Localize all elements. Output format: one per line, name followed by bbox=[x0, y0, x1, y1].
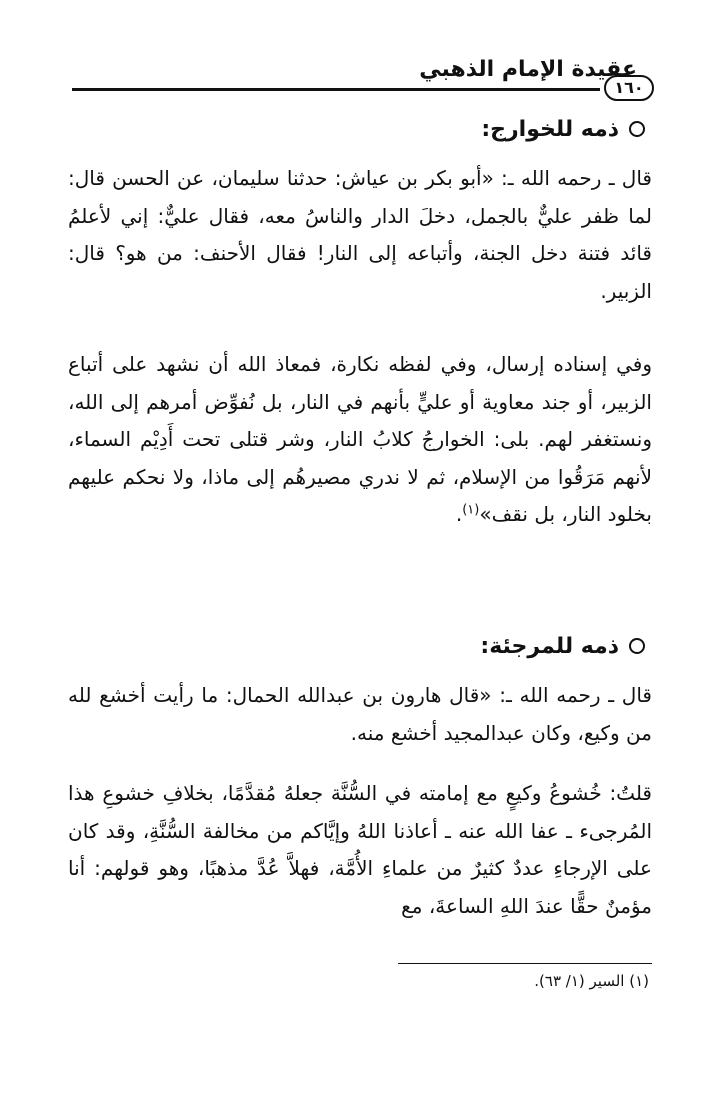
section-heading-murjia-text: ذمه للمرجئة: bbox=[480, 634, 619, 659]
section-heading-khawarij-text: ذمه للخوارج: bbox=[481, 117, 619, 142]
section-heading-murjia bbox=[480, 631, 645, 663]
footnote-rule bbox=[398, 963, 652, 964]
footnote-marker: (١) bbox=[462, 502, 480, 518]
footnote: (١) السير (١/ ٦٣). bbox=[534, 972, 649, 990]
running-header-title: عقيدة الإمام الذهبي bbox=[419, 57, 637, 82]
paragraph-khawarij-narration: قال ـ رحمه الله ـ: «أبو بكر بن عياش: حدثنا سليمان، عن الحسن قال: لما ظفر عليٌّ بالجمل، دخلَ الدار والناسُ معه، فقال عليٌّ: إني لأعلمُ قائد فتنة دخل الجنة، وأتباعه إلى النار! فقال الأحنف: من هو؟ قال: الزبير. bbox=[68, 166, 652, 303]
circle-bullet-icon bbox=[629, 121, 645, 137]
section-heading-khawarij bbox=[481, 114, 645, 146]
circle-bullet-icon bbox=[629, 638, 645, 654]
paragraph-khawarij-commentary bbox=[68, 346, 652, 534]
paragraph-murjia-narration: قال ـ رحمه الله ـ: «قال هارون بن عبدالله الحمال: ما رأيت أخشع لله من وكيع، وكان عبدالمجيد أخشع منه. bbox=[68, 683, 652, 745]
paragraph-khawarij-commentary-text: وفي إسناده إرسال، وفي لفظه نكارة، فمعاذ الله أن نشهد على أتباع الزبير، أو جند معاوية أو عليٍّ بأنهم في النار، بل نُفوِّض أمرهم إلى الله، ونستغفر لهم. بلى: الخوارجُ كلابُ النار، وشر قتلى تحت أَدِيْم السماء، لأنهم مَرَقُوا من الإسلام، ثم لا ندري مصيرهُم إلى ماذا، ولا نحكم عليهم بخلود النار، بل نقف» bbox=[68, 352, 652, 527]
header-rule bbox=[72, 88, 600, 91]
page-number: ١٦٠ bbox=[604, 75, 654, 101]
paragraph-murjia-commentary: قلتُ: خُشوعُ وكيعٍ مع إمامته في السُّنَّة جعلهُ مُقدَّمًا، بخلافِ خشوعِ هذا المُرجىء ـ عفا الله عنه ـ أعاذنا اللهُ وإيَّاكم من مخالفة السُّنَّةِ، وقد كان على الإرجاءِ عددٌ كثيرٌ من علماءِ الأُمَّة، فهلاَّ عُدَّ مذهبًا، وهو قولهم: أنا مؤمنٌ حقًّا عندَ اللهِ الساعةَ، مع bbox=[68, 781, 652, 918]
running-header bbox=[0, 55, 721, 105]
paragraph-end-mark: . bbox=[455, 502, 463, 527]
